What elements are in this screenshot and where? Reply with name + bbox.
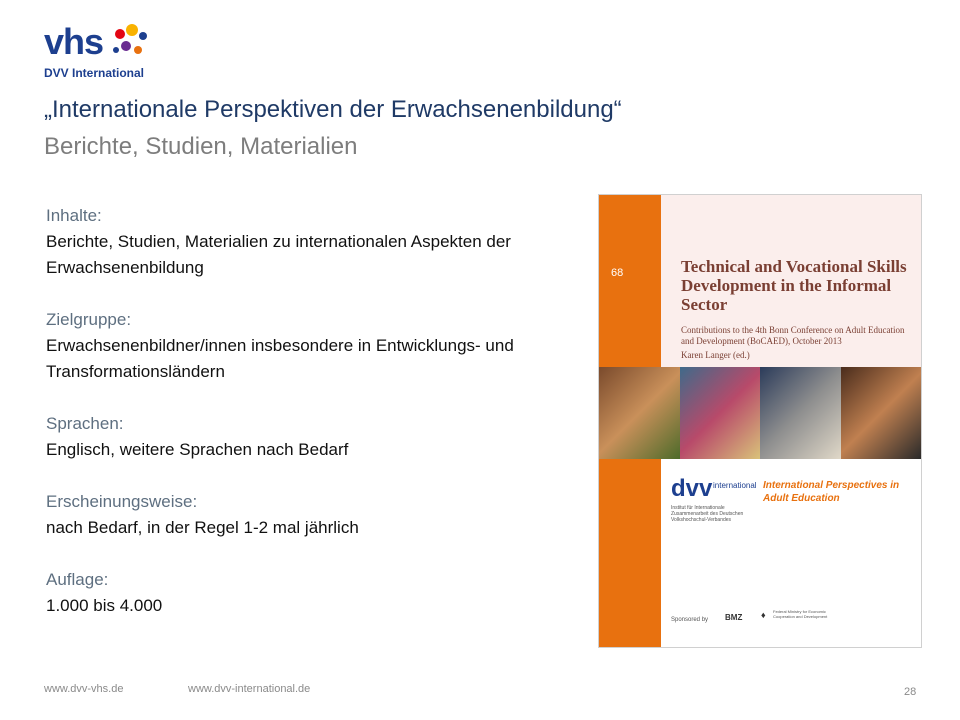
section-value: Berichte, Studien, Materialien zu internationalen Aspekten der Erwachsenenbildung: [46, 232, 511, 277]
section-frequency: [46, 489, 586, 541]
cover-lower-panel: [661, 459, 921, 647]
footer-link-dvv-vhs[interactable]: www.dvv-vhs.de: [44, 683, 124, 695]
cover-sponsored-by: Sponsored by: [671, 617, 709, 623]
cover-title: Technical and Vocational Skills Development in the Informal Sector: [681, 257, 907, 314]
section-label: Auflage:: [46, 570, 109, 589]
logo-subtitle: DVV International: [44, 66, 145, 80]
cover-sponsor-logo: BMZ: [725, 613, 743, 622]
vhs-logo: [44, 22, 154, 82]
cover-subtitle: Contributions to the 4th Bonn Conference on Adult Education and Development (BoCAED), October 2013: [681, 325, 905, 346]
footer-link-dvv-international[interactable]: www.dvv-international.de: [188, 683, 311, 695]
cover-editor: Karen Langer (ed.): [681, 350, 750, 360]
description-list: [46, 203, 586, 645]
cover-photo-strip: [599, 367, 921, 459]
logo-wordmark: vhs: [44, 21, 104, 62]
section-label: Erscheinungsweise:: [46, 492, 198, 511]
section-label: Zielgruppe:: [46, 310, 132, 329]
cover-sponsor-small: Federal Ministry for Economic Cooperation and Development: [773, 609, 828, 619]
section-contents: [46, 203, 586, 281]
cover-issue-number: 68: [611, 267, 624, 279]
section-value: Erwachsenenbildner/innen insbesondere in Entwicklungs- und Transformationsländern: [46, 336, 514, 381]
cover-publisher-logo: dvv: [671, 475, 713, 502]
cover-series-title: International Perspectives in Adult Education: [763, 480, 900, 504]
section-circulation: [46, 567, 586, 619]
cover-photo: [599, 367, 680, 459]
section-label: Inhalte:: [46, 206, 102, 225]
slide-subtitle: Berichte, Studien, Materialien: [44, 133, 358, 160]
section-languages: [46, 411, 586, 463]
page-number: 28: [904, 686, 917, 698]
section-label: Sprachen:: [46, 414, 124, 433]
section-value: nach Bedarf, in der Regel 1-2 mal jährlich: [46, 518, 359, 537]
section-value: Englisch, weitere Sprachen nach Bedarf: [46, 440, 349, 459]
slide-title: „Internationale Perspektiven der Erwachsenenbildung“: [44, 96, 622, 123]
cover-publisher-sub: international: [713, 481, 757, 490]
logo-dots-icon: [110, 22, 154, 62]
section-value: 1.000 bis 4.000: [46, 596, 163, 615]
section-target-group: [46, 307, 586, 385]
cover-photo: [680, 367, 761, 459]
cover-publisher-small: Institut für Internationale Zusammenarbeit des Deutschen Volkshochschul-Verbandes: [671, 505, 744, 523]
cover-photo: [841, 367, 922, 459]
publication-cover: [598, 194, 922, 648]
eagle-icon: ♦: [761, 610, 766, 620]
cover-photo: [760, 367, 841, 459]
